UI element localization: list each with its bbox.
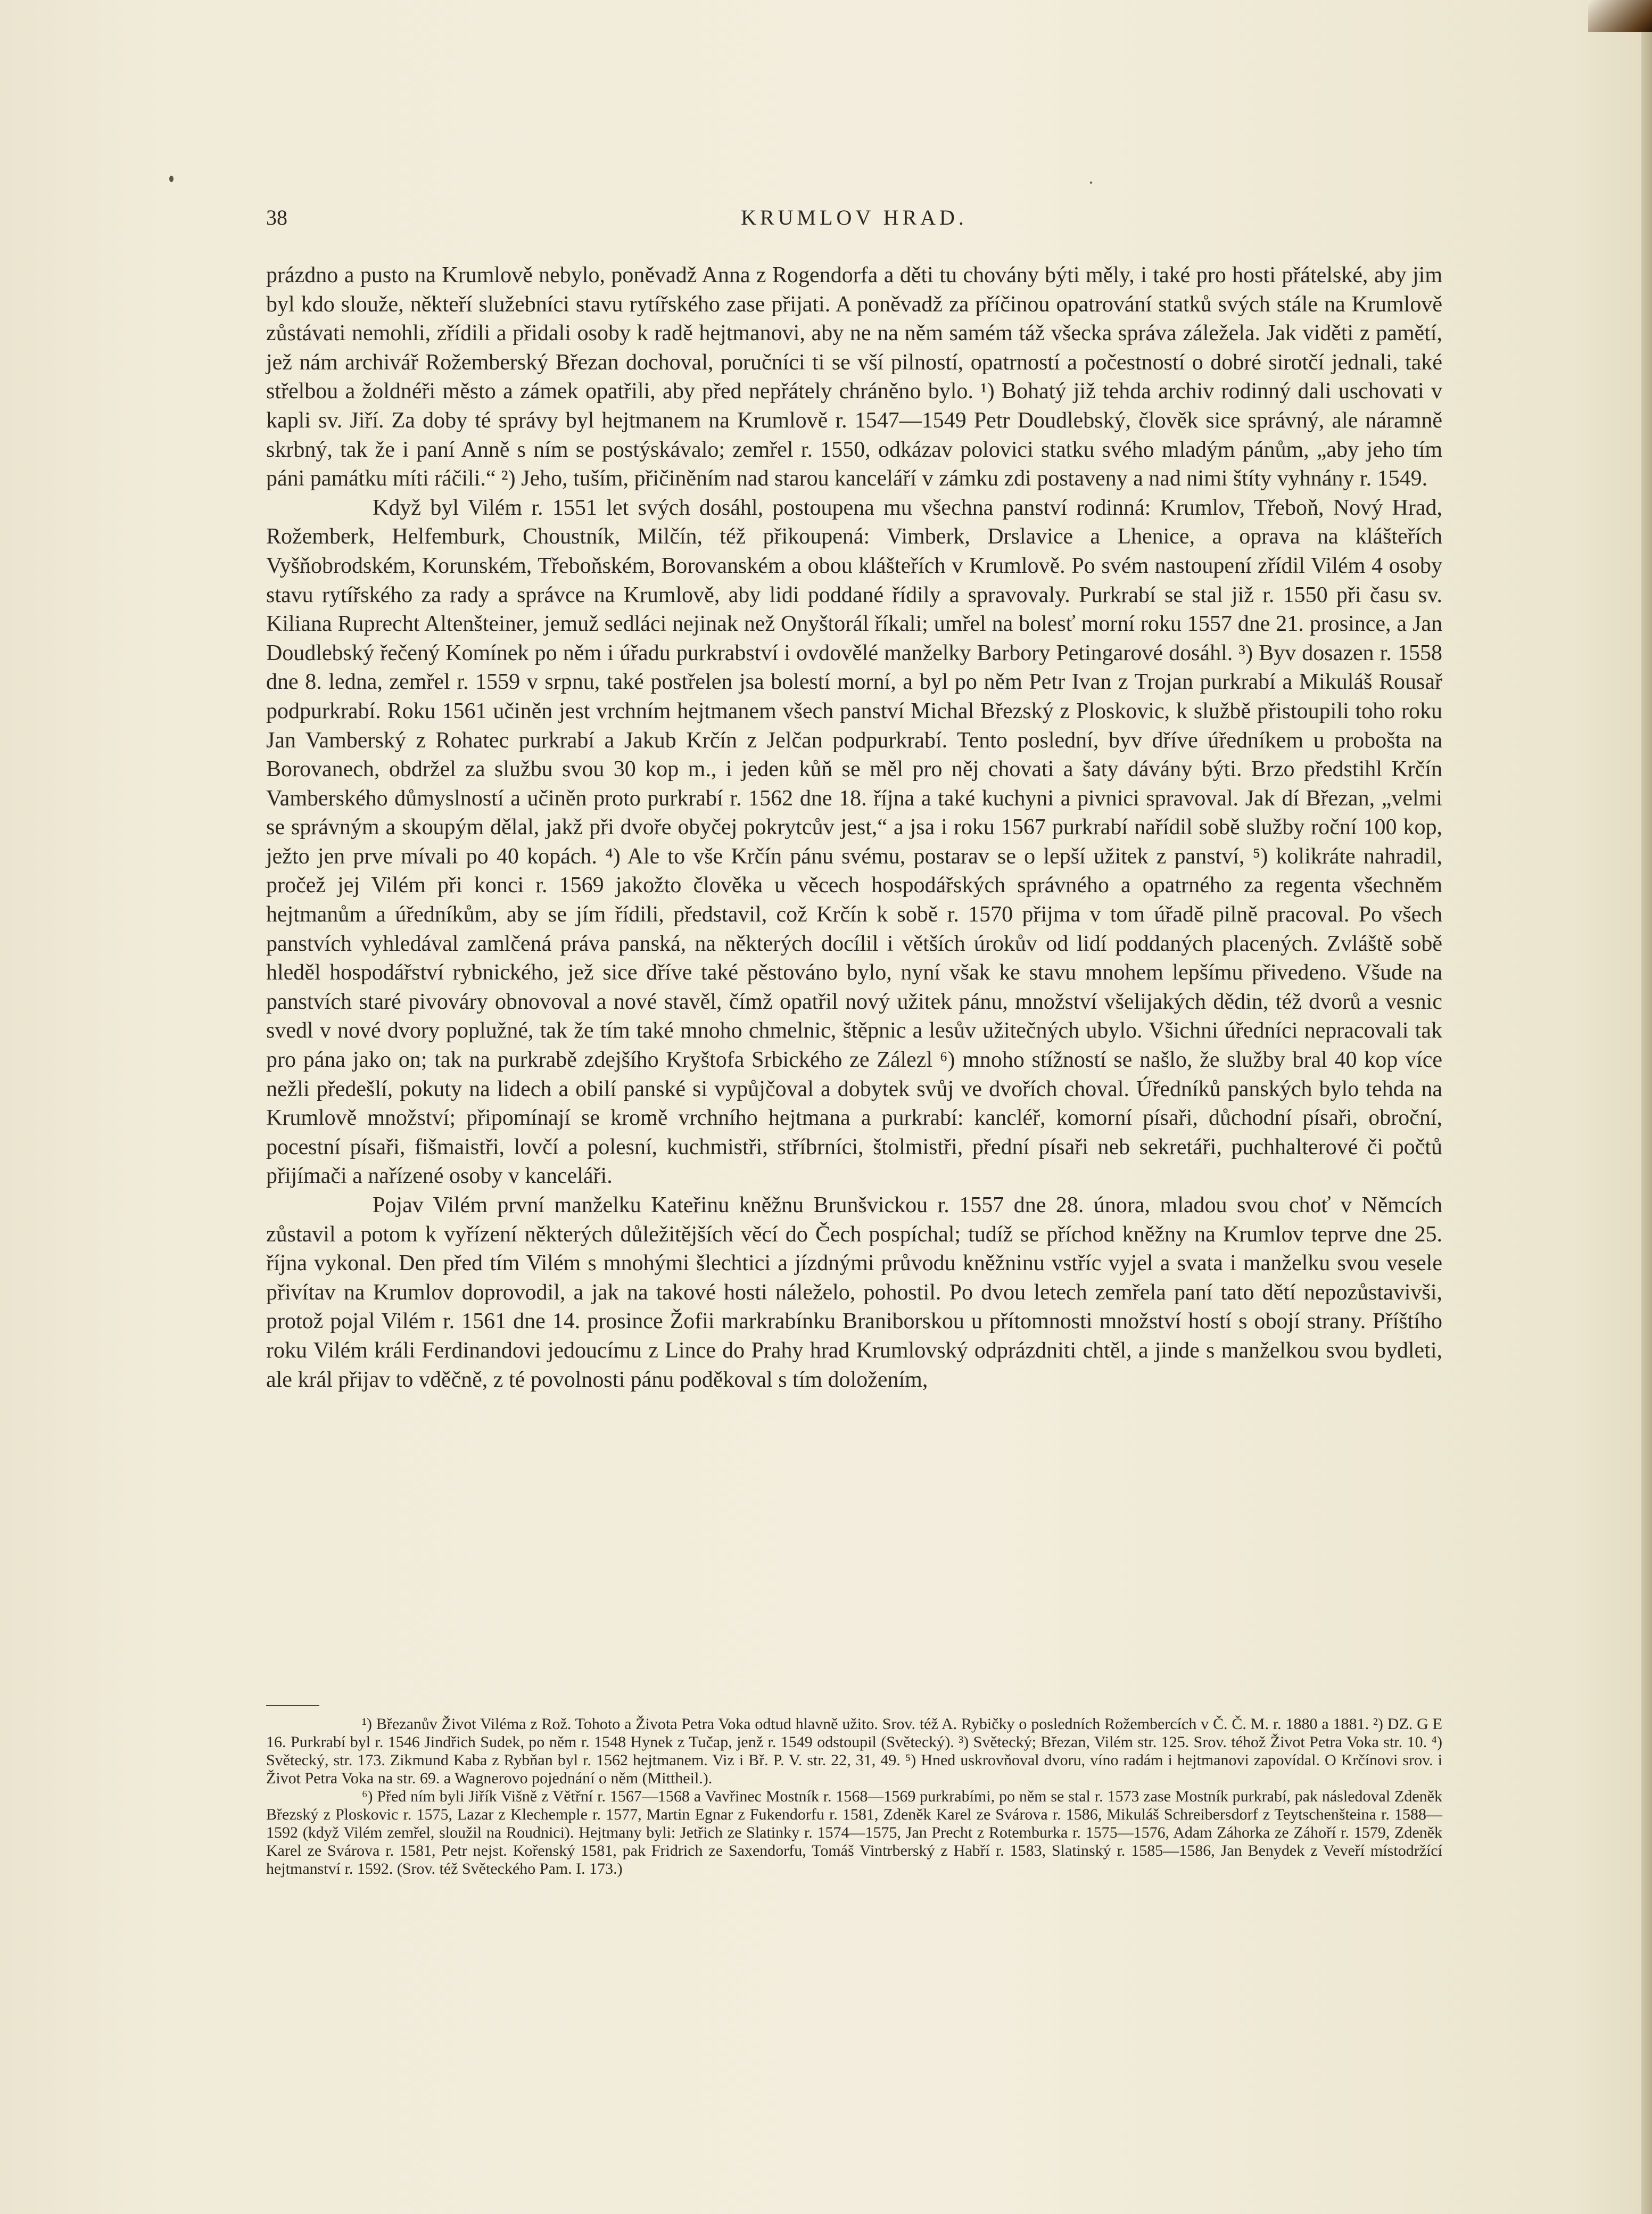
page-header [266, 205, 1442, 237]
running-title: KRUMLOV HRAD. [741, 205, 968, 229]
ink-speck [169, 176, 174, 182]
ink-speck [1090, 182, 1092, 184]
footnote: ¹) Březanův Život Viléma z Rož. Tohoto a Života Petra Voka odtud hlavně užito. Srov. též A. Rybičky o posledních Rožembercích v Č. Č. M. r. 1880 a 1881. ²) DZ. G E 16. Purkrabí byl r. 1546 Jindřich Sudek, po něm r. 1548 Hynek z Tučap, jenž r. 1549 odstoupil (Světecký). ³) Světecký; Březan, Vilém str. 125. Srov. téhož Život Petra Voka str. 10. ⁴) Světecký, str. 173. Zikmund Kaba z Rybňan byl r. 1562 hejtmanem. Viz i Bř. P. V. str. 22, 31, 49. ⁵) Hned uskrovňoval dvoru, víno radám i hejtmanovi zapovídal. O Krčínovi srov. i Život Petra Voka na str. 69. a Wagnerovo pojednání o něm (Mittheil.). [266, 1715, 1442, 1787]
footnotes [266, 1715, 1442, 1878]
footnote: ⁶) Před ním byli Jiřík Višně z Větřní r. 1567—1568 a Vavřinec Mostník r. 1568—1569 purkrabími, po něm se stal r. 1573 zase Mostník purkrabí, pak následoval Zdeněk Březský z Ploskovic r. 1575, Lazar z Klechemple r. 1577, Martin Egnar z Fukendorfu r. 1581, Zdeněk Karel ze Svárova r. 1586, Mikuláš Schreibersdorf z Teytschenšteina r. 1588—1592 (když Vilém zemřel, sloužil na Roudnici). Hejtmany byli: Jetřich ze Slatinky r. 1574—1575, Jan Precht z Rotemburka r. 1575—1576, Adam Záhorka ze Záhoří r. 1579, Zdeněk Karel ze Svárova r. 1581, Petr nejst. Kořenský 1581, pak Fridrich ze Saxendorfu, Tomáš Vintrberský z Habří r. 1583, Slatinský r. 1585—1586, Jan Benydek z Veveří místodržící hejtmanství r. 1592. (Srov. též Světeckého Pam. I. 173.) [266, 1788, 1442, 1878]
paragraph: Pojav Vilém první manželku Kateřinu kněžnu Brunšvickou r. 1557 dne 28. února, mladou svou choť v Němcích zůstavil a potom k vyřízení některých důležitějších věcí do Čech pospíchal; tudíž se příchod kněžny na Krumlov teprve dne 25. října vykonal. Den před tím Vilém s mnohými šlechtici a jízdnými průvodu kněžninu vstříc vyjel a svata i manželku svou vesele přivítav na Krumlov doprovodil, a jak na takové hosti náleželo, pohostil. Po dvou letech zemřela paní tato dětí nepozůstavivši, protož pojal Vilém r. 1561 dne 14. prosince Žofii markrabínku Braniborskou u přítomnosti množství hostí s obojí strany. Příštího roku Vilém králi Ferdinandovi jedoucímu z Lince do Prahy hrad Krumlovský odprázdniti chtěl, a jinde s manželkou svou bydleti, ale král přijav to vděčně, z té povolnosti pánu poděkoval s tím doložením, [266, 1193, 1442, 1392]
paragraph: Když byl Vilém r. 1551 let svých dosáhl, postoupena mu všechna panství rodinná: Krumlov, Třeboň, Nový Hrad, Rožemberk, Helfemburk, Choustník, Milčín, též přikoupená: Vimberk, Drslavice a Lhenice, a oprava na klášteřích Vyšňobrodském, Korunském, Třeboňském, Borovanském a obou klášteřích v Krumlově. Po svém nastoupení zřídil Vilém 4 osoby stavu rytířského za rady a správce na Krumlově, aby lidi poddané řídily a spravovaly. Purkrabí se stal již r. 1550 při času sv. Kiliana Ruprecht Altenšteiner, jemuž sedláci nejinak než Onyštorál říkali; umřel na bolesť morní roku 1557 dne 21. prosince, a Jan Doudlebský řečený Komínek po něm i úřadu purkrabství i ovdovělé manželky Barbory Petingarové dosáhl. ³) Byv dosazen r. 1558 dne 8. ledna, zemřel r. 1559 v srpnu, také postřelen jsa bolestí morní, a byl po něm Petr Ivan z Trojan purkrabí a Mikuláš Rousař podpurkrabí. Roku 1561 učiněn jest vrchním hejtmanem všech panství Michal Březský z Ploskovic, k službě přistoupili toho roku Jan Vamberský z Rohatec purkrabí a Jakub Krčín z Jelčan podpurkrabí. Tento poslední, byv dříve úředníkem u probošta na Borovanech, obdržel za službu svou 30 kop m., i jeden kůň se měl pro něj chovati a šaty dávány býti. Brzo předstihl Krčín Vamberského důmyslností a učiněn proto purkrabí r. 1562 dne 18. října a také kuchyni a pivnici spravoval. Jak dí Březan, „velmi se správným a skoupým dělal, jakž při dvoře obyčej pokrytcův jest,“ a jsa i roku 1567 purkrabí nařídil sobě služby roční 100 kop, ježto jen prve mívali po 40 kopách. ⁴) Ale to vše Krčín pánu svému, postarav se o lepší užitek z panství, ⁵) kolikráte nahradil, pročež jej Vilém při konci r. 1569 jakožto člověka u věcech hospodářských správného a opatrného za regenta všechněm hejtmanům a úředníkům, aby se jím řídili, představil, což Krčín k sobě r. 1570 přijma v tom úřadě pilně pracoval. Po všech panstvích vyhledával zamlčená práva panská, na některých docílil i větších úrokův od lidí poddaných placených. Zvláště sobě hleděl hospodářství rybnického, jež sice dříve také pěstováno bylo, nyní však ke stavu mnohem lepšímu přivedeno. Všude na panstvích staré pivováry obnovoval a nové stavěl, čímž opatřil nový užitek pánu, množství všelijakých dědin, též dvorů a vesnic svedl v nové dvory poplužné, tak že tím také mnoho chmelnic, štěpnic a lesův užitečných ubylo. Všichni úředníci nepracovali tak pro pána jako on; tak na purkrabě zdejšího Kryštofa Srbického ze Zálezl ⁶) mnoho stížností se našlo, že služby bral 40 kop více nežli předešlí, pokuty na lidech a obilí panské si vypůjčoval a dobytek svůj ve dvořích choval. Úředníků panských bylo tehda na Krumlově množství; připomínají se kromě vrchního hejtmana a purkrabí: kancléř, komorní písaři, důchodní písaři, obroční, pocestní písaři, fišmaistři, lovčí a polesní, kuchmistři, stříbrníci, štolmistři, přední písaři neb sekretáři, puchhalterové či počtů přijímači a nařízené osoby v kanceláři. [266, 495, 1442, 1189]
page-edge [1641, 0, 1652, 2214]
footnote-separator [266, 1705, 319, 1706]
main-text [266, 261, 1442, 1394]
page-number: 38 [266, 205, 287, 229]
paragraph: prázdno a pusto na Krumlově nebylo, poněvadž Anna z Rogendorfa a děti tu chovány býti měly, i také pro hosti přátelské, aby jim byl kdo slouže, někteří služebníci stavu rytířského zase přijati. A poněvadž za příčinou opatrování statků svých stále na Krumlově zůstávati nemohli, zřídili a přidali osoby k radě hejtmanovi, aby ne na něm samém táž všecka správa záležela. Jak viděti z pamětí, jež nám archivář Rožemberský Březan dochoval, poručníci ti se vší pilností, opatrností a počestností o dobré sirotčí jednali, také střelbou a žoldnéři město a zámek opatřili, aby před nepřátely chráněno bylo. ¹) Bohatý již tehda archiv rodinný dali uschovati v kapli sv. Jiří. Za doby té správy byl hejtmanem na Krumlově r. 1547—1549 Petr Doudlebský, člověk sice správný, ale náramně skrbný, tak že i paní Anně s ním se postýskávalo; zemřel r. 1550, odkázav polovici statku svého mladým pánům, „aby jeho tím páni památku míti ráčili.“ ²) Jeho, tuším, přičiněním nad starou kanceláří v zámku zdi postaveny a nad nimi štíty vyhnány r. 1549. [266, 263, 1442, 491]
page-corner-shadow [1588, 0, 1652, 32]
